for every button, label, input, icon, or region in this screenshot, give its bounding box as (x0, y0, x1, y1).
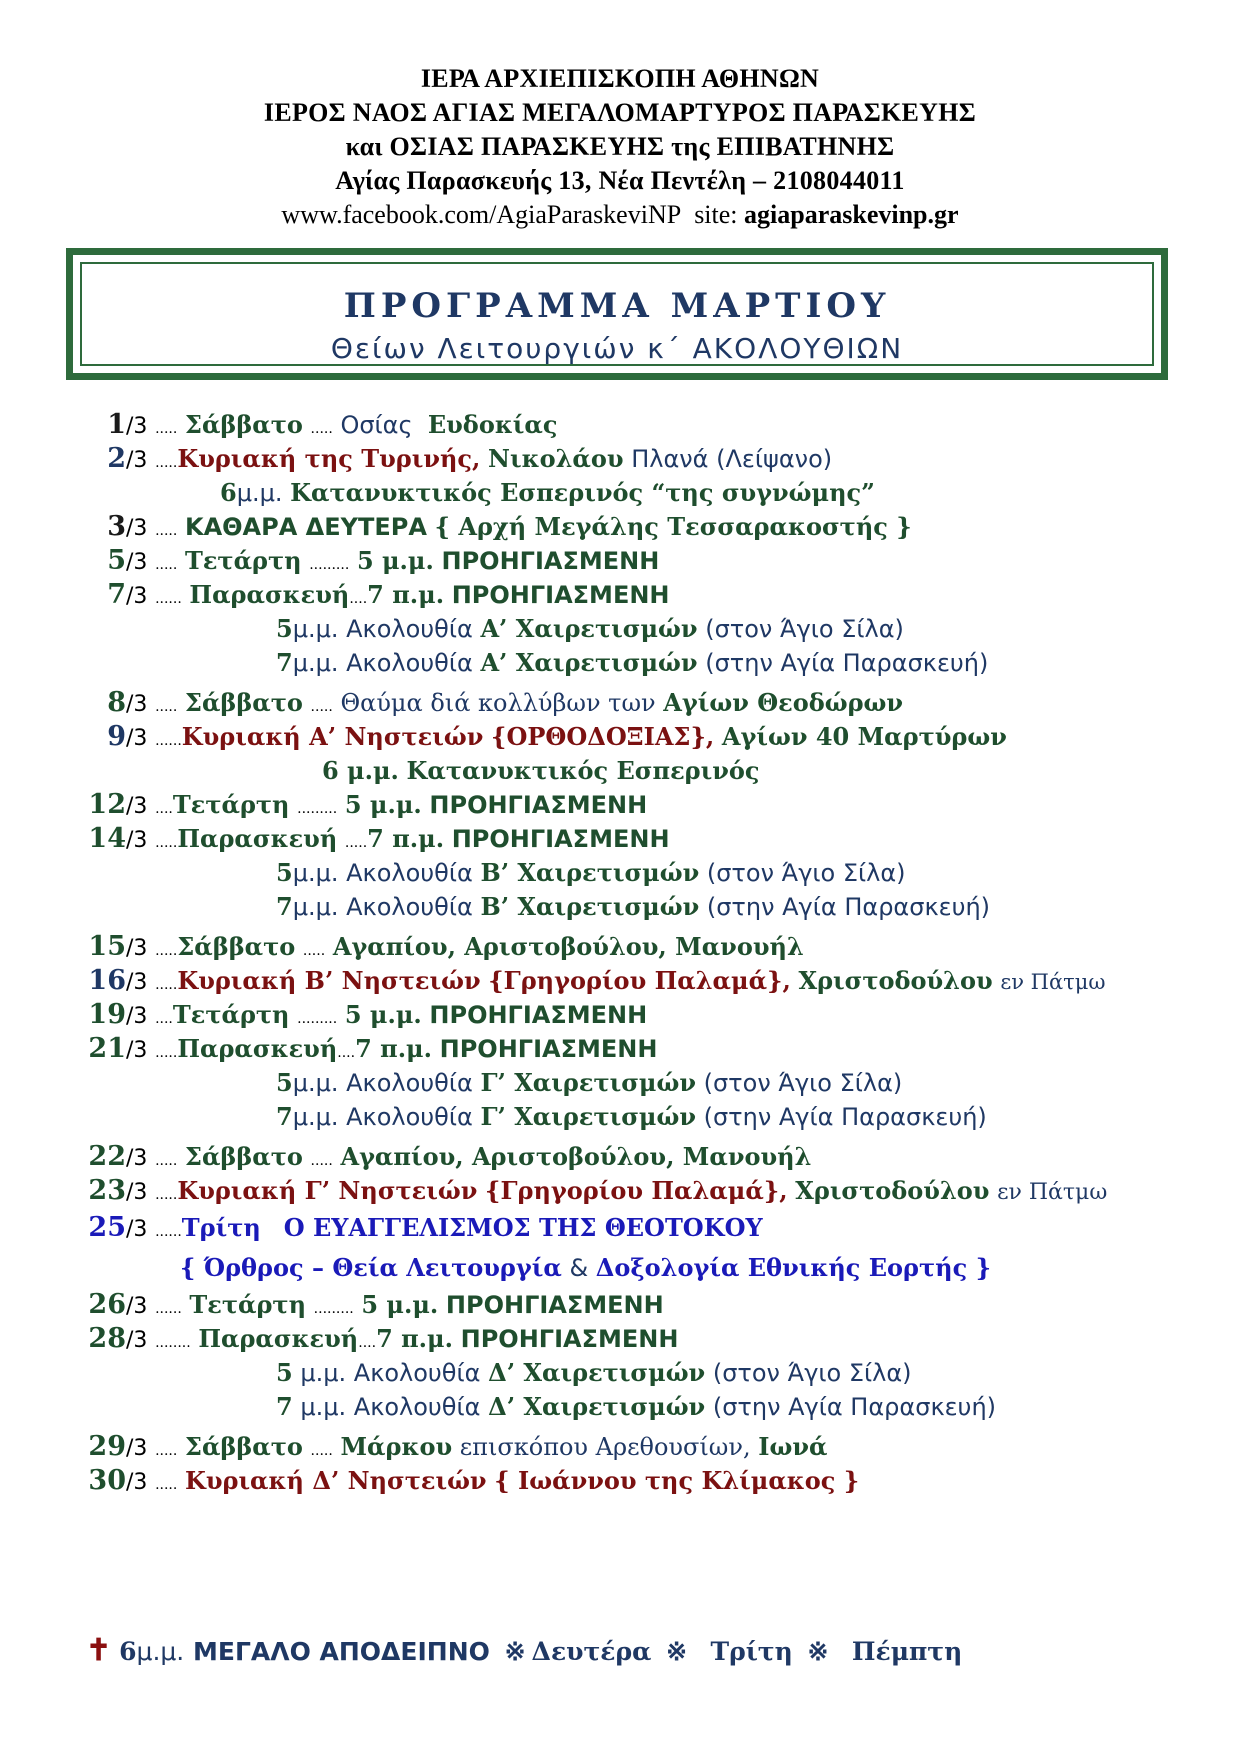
date-number: 2 (107, 443, 126, 474)
header-line-address: Αγίας Παρασκευής 13, Νέα Πεντέλη – 2108044011 (335, 166, 905, 195)
header-line-archdiocese: ΙΕΡΑ ΑΡΧΙΕΠΙΣΚΟΠΗ ΑΘΗΝΩΝ (420, 64, 820, 93)
schedule-row: 26 /3 ...... Τετάρτη ......... 5 μ.μ. ΠΡΟΗΓΙΑΣΜΕΝΗ (0, 1288, 1240, 1322)
schedule-row: 28 /3 ........ Παρασκευή....7 π.μ. ΠΡΟΗΓΙΑΣΜΕΝΗ (0, 1322, 1240, 1356)
compline-note: ✝ 6μ.μ. ΜΕΓΑΛΟ ΑΠΟΔΕΙΠΝΟ ※ Δευτέρα ※ Τρίτη ※ Πέμπτη (86, 1633, 963, 1668)
site-label: site: (694, 200, 738, 229)
schedule-row: 5 /3 ..... Τετάρτη ......... 5 μ.μ. ΠΡΟΗΓΙΑΣΜΕΝΗ (0, 544, 1240, 578)
schedule-row-sub: 5μ.μ. Ακολουθία Γ’ Χαιρετισμών (στον Άγιο Σίλα) (276, 1068, 903, 1097)
schedule-row-sub: 7μ.μ. Ακολουθία Α’ Χαιρετισμών (στην Αγία Παρασκευή) (276, 648, 989, 677)
date-number: 9 (107, 721, 126, 752)
facebook-link[interactable]: www.facebook.com/AgiaParaskeviNP (281, 200, 682, 229)
day-thursday: Πέμπτη (851, 1637, 963, 1666)
title-frame (66, 248, 1168, 380)
schedule-row: 23 /3 .....Κυριακή Γ’ Νηστειών {Γρηγορίου Παλαμά}, Χριστοδούλου εν Πάτμω (0, 1174, 1240, 1208)
date-number: 14 (88, 823, 126, 854)
schedule-row-sub: 7μ.μ. Ακολουθία Γ’ Χαιρετισμών (στην Αγία Παρασκευή) (276, 1102, 987, 1131)
church-header (0, 62, 1240, 232)
schedule-row-sub: { Όρθρος – Θεία Λειτουργία & Δοξολογία Εθνικής Εορτής } (180, 1253, 991, 1282)
day-monday: Δευτέρα (531, 1637, 652, 1666)
date-number: 5 (107, 545, 126, 576)
site-link[interactable]: agiaparaskevinp.gr (744, 200, 959, 229)
date-number: 30 (88, 1465, 126, 1496)
program-subtitle: Θείων Λειτουργιών κ΄ ΑΚΟΛΟΥΘΙΩΝ (330, 332, 904, 365)
month-suffix: /3 (126, 414, 148, 439)
schedule-row: 25 /3 ......Τρίτη Ο ΕΥΑΓΓΕΛΙΣΜΟΣ ΤΗΣ ΘΕΟΤΟΚΟΥ (0, 1208, 1240, 1248)
date-number: 1 (107, 409, 126, 440)
date-number: 23 (88, 1175, 126, 1206)
cross-icon: ✝ (86, 1633, 112, 1668)
schedule-row: 3 /3 ..... ΚΑΘΑΡΑ ΔΕΥΤΕΡΑ { Αρχή Μεγάλης Τεσσαρακοστής } (0, 510, 1240, 544)
title-inner-frame (80, 262, 1154, 366)
schedule-row: 22 /3 ..... Σάββατο ..... Αγαπίου, Αριστοβούλου, Μανουήλ (0, 1140, 1240, 1174)
program-title: ΠΡΟΓΡΑΜΜΑ ΜΑΡΤΙΟΥ (343, 286, 891, 326)
date-number: 25 (88, 1212, 126, 1243)
schedule-row: 29 /3 ..... Σάββατο ..... Μάρκου επισκόπου Αρεθουσίων, Ιωνά (0, 1430, 1240, 1464)
schedule-row: 14 /3 .....Παρασκευή .....7 π.μ. ΠΡΟΗΓΙΑΣΜΕΝΗ (0, 822, 1240, 856)
date-number: 15 (88, 931, 126, 962)
date-number: 12 (88, 789, 126, 820)
schedule-row: 9 /3 ......Κυριακή Α’ Νηστειών {ΟΡΘΟΔΟΞΙΑΣ}, Αγίων 40 Μαρτύρων (0, 720, 1240, 754)
date-number: 19 (88, 999, 126, 1030)
asterism-icon: ※ (807, 1637, 829, 1666)
day-tuesday: Τρίτη (710, 1637, 793, 1666)
date-number: 16 (88, 965, 126, 996)
schedule-row: 8 /3 ..... Σάββατο ..... Θαύμα διά κολλύβων των Αγίων Θεοδώρων (0, 686, 1240, 720)
schedule-row: 7 /3 ...... Παρασκευή....7 π.μ. ΠΡΟΗΓΙΑΣΜΕΝΗ (0, 578, 1240, 612)
date-number: 21 (88, 1033, 126, 1064)
header-line-church: ΙΕΡΟΣ ΝΑΟΣ ΑΓΙΑΣ ΜΕΓΑΛΟΜΑΡΤΥΡΟΣ ΠΑΡΑΣΚΕΥΗΣ (263, 98, 977, 127)
schedule-row-sub: 7μ.μ. Ακολουθία Β’ Χαιρετισμών (στην Αγία Παρασκευή) (276, 892, 991, 921)
date-number: 3 (107, 511, 126, 542)
schedule-row: 12 /3 ....Τετάρτη ......... 5 μ.μ. ΠΡΟΗΓΙΑΣΜΕΝΗ (0, 788, 1240, 822)
date-number: 7 (107, 579, 126, 610)
asterism-icon: ※ (666, 1637, 688, 1666)
schedule-row: 19 /3 ....Τετάρτη ......... 5 μ.μ. ΠΡΟΗΓΙΑΣΜΕΝΗ (0, 998, 1240, 1032)
schedule-row: 30 /3 ..... Κυριακή Δ’ Νηστειών { Ιωάννου της Κλίμακος } (0, 1464, 1240, 1498)
schedule-row-sub: 5μ.μ. Ακολουθία Α’ Χαιρετισμών (στον Άγιο Σίλα) (276, 614, 904, 643)
date-number: 26 (88, 1289, 126, 1320)
date-number: 8 (107, 687, 126, 718)
schedule-row-sub: 6μ.μ. Κατανυκτικός Εσπερινός “της συγνώμης” (220, 478, 875, 507)
header-line-saint: και ΟΣΙΑΣ ΠΑΡΑΣΚΕΥΗΣ της ΕΠΙΒΑΤΗΝΗΣ (345, 132, 895, 161)
schedule-list (0, 408, 1240, 1498)
schedule-row-sub: 5 μ.μ. Ακολουθία Δ’ Χαιρετισμών (στον Άγιο Σίλα) (276, 1358, 912, 1387)
schedule-row-sub: 5μ.μ. Ακολουθία Β’ Χαιρετισμών (στον Άγιο Σίλα) (276, 858, 906, 887)
date-number: 22 (88, 1141, 126, 1172)
header-web-line (0, 198, 1240, 232)
date-number: 28 (88, 1323, 126, 1354)
compline-title: ΜΕΓΑΛΟ ΑΠΟΔΕΙΠΝΟ (192, 1637, 490, 1666)
date-number: 29 (88, 1431, 126, 1462)
asterism-icon: ※ (504, 1637, 526, 1666)
schedule-row-sub: 7 μ.μ. Ακολουθία Δ’ Χαιρετισμών (στην Αγία Παρασκευή) (276, 1392, 997, 1421)
schedule-row: 15 /3 .....Σάββατο ..... Αγαπίου, Αριστοβούλου, Μανουήλ (0, 930, 1240, 964)
schedule-row: 1 /3 ..... Σάββατο ..... Οσίας Ευδοκίας (0, 408, 1240, 442)
weekday: Σάββατο (184, 410, 303, 439)
schedule-row: 16 /3 .....Κυριακή Β’ Νηστειών {Γρηγορίου Παλαμά}, Χριστοδούλου εν Πάτμω (0, 964, 1240, 998)
schedule-row: 21 /3 .....Παρασκευή....7 π.μ. ΠΡΟΗΓΙΑΣΜΕΝΗ (0, 1032, 1240, 1066)
schedule-row: 2 /3 .....Κυριακή της Τυρινής, Νικολάου Πλανά (Λείψανο) (0, 442, 1240, 476)
schedule-row-sub: 6 μ.μ. Κατανυκτικός Εσπερινός (322, 756, 760, 785)
